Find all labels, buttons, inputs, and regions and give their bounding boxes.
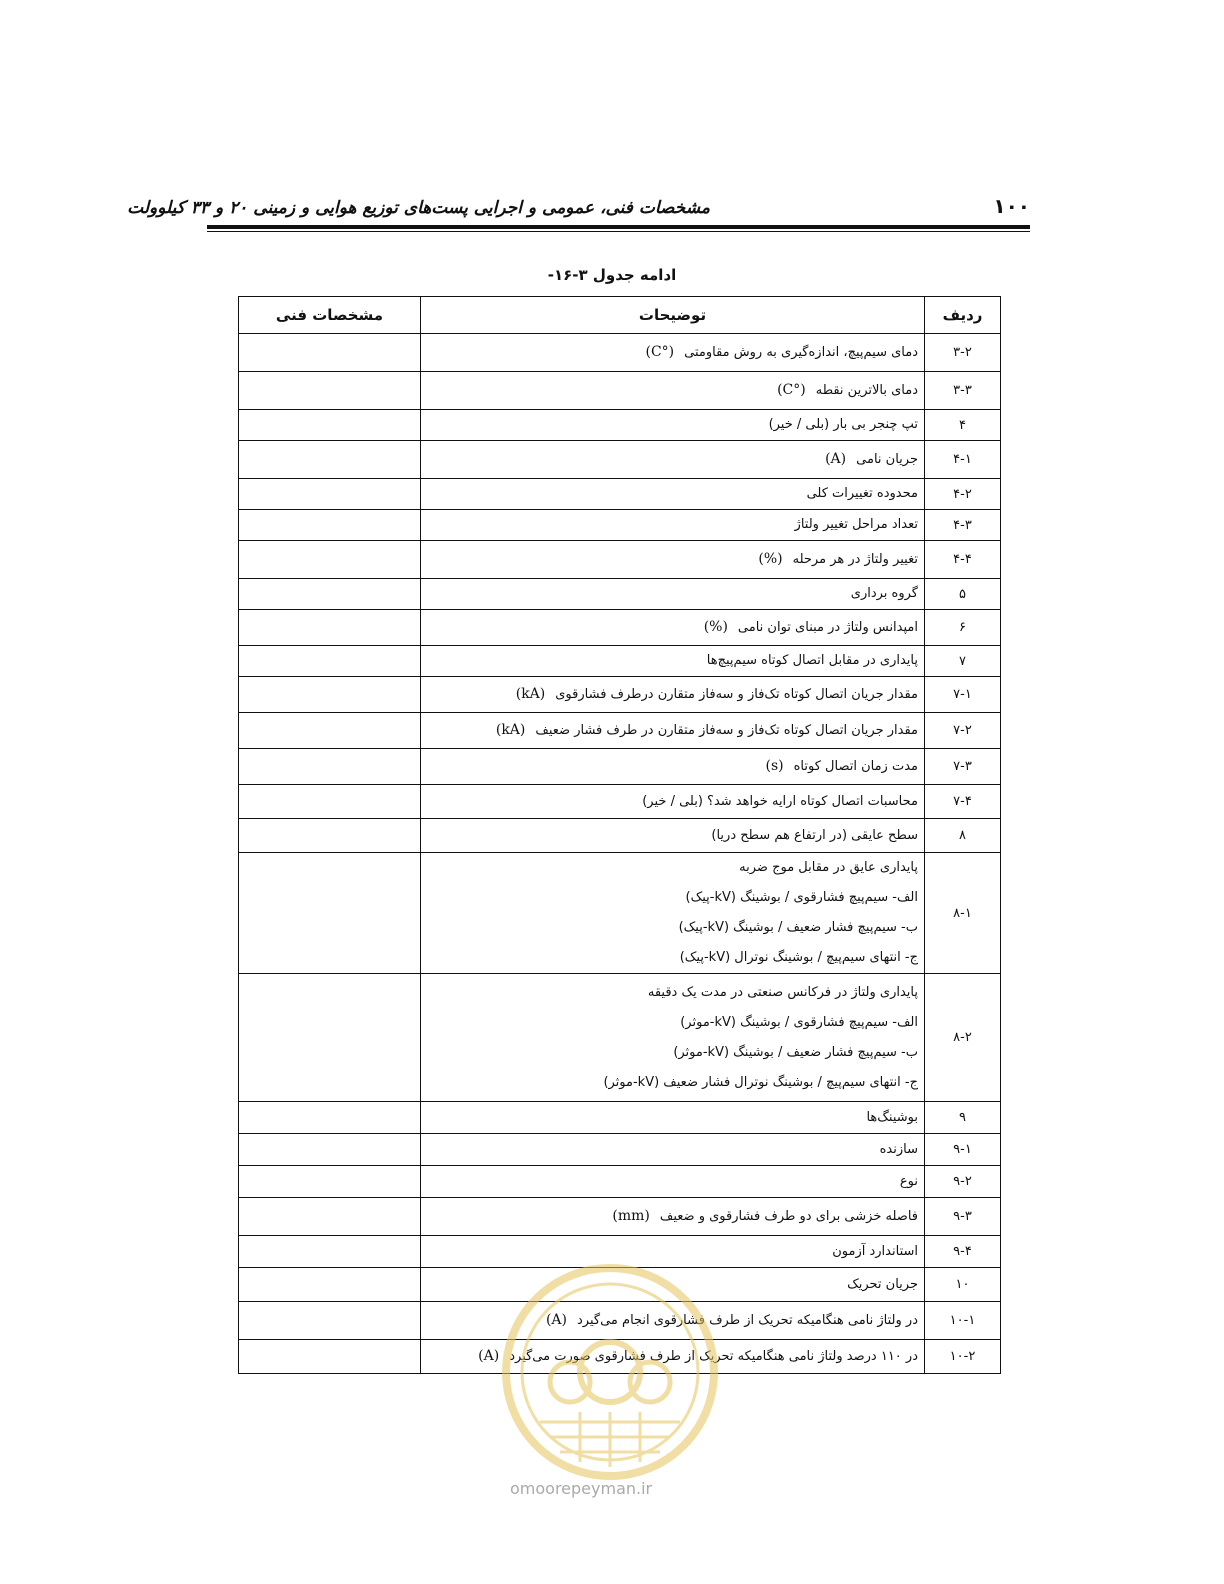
table-row	[239, 610, 1001, 646]
description-line	[427, 1201, 918, 1232]
table-row	[239, 1102, 1001, 1134]
row-description	[421, 510, 925, 541]
table-row	[239, 749, 1001, 785]
description-line	[427, 715, 918, 746]
technical-spec-cell[interactable]	[239, 410, 421, 441]
table-row	[239, 1134, 1001, 1166]
header-rule-thin	[207, 231, 1030, 232]
technical-spec-cell[interactable]	[239, 1134, 421, 1166]
unit-label: (mm)	[612, 1208, 650, 1224]
description-text: فاصله خزشی برای دو طرف فشارقوی و ضعیف	[659, 1209, 918, 1224]
row-description	[421, 819, 925, 853]
unit-label: (A)	[478, 1348, 500, 1364]
row-number: ۳-۳	[925, 372, 1001, 410]
table-row	[239, 713, 1001, 749]
header-technical-spec: مشخصات فنی	[239, 297, 421, 334]
description-line	[427, 544, 918, 575]
table-row	[239, 677, 1001, 713]
technical-spec-cell[interactable]	[239, 646, 421, 677]
row-description	[421, 441, 925, 479]
row-number: ۱۰	[925, 1268, 1001, 1302]
table-row	[239, 510, 1001, 541]
row-number: ۸	[925, 819, 1001, 853]
description-text: پایداری در مقابل اتصال کوتاه سیم‌پیچ‌ها	[706, 653, 918, 668]
header-rule-thick	[207, 225, 1030, 229]
technical-spec-cell[interactable]	[239, 1102, 421, 1134]
description-text: بوشینگ‌ها	[866, 1109, 918, 1125]
technical-spec-cell[interactable]	[239, 579, 421, 610]
description-line	[427, 978, 918, 1008]
unit-label: (kA)	[495, 722, 526, 738]
description-line	[427, 679, 918, 710]
description-line	[427, 410, 918, 440]
description-text: نوع	[899, 1173, 918, 1189]
row-number: ۳-۲	[925, 334, 1001, 372]
description-line	[427, 853, 918, 883]
description-text: ب- سیم‌پیچ فشار ضعیف / بوشینگ (kV-موثر)	[673, 1044, 918, 1060]
description-line	[427, 1008, 918, 1038]
technical-spec-cell[interactable]	[239, 441, 421, 479]
row-description	[421, 1166, 925, 1198]
description-text: پایداری ولتاژ در فرکانس صنعتی در مدت یک دقیقه	[647, 984, 918, 1000]
watermark-url: omoorepeyman.ir	[510, 1479, 653, 1498]
table-row	[239, 541, 1001, 579]
description-line	[427, 1167, 918, 1197]
technical-spec-cell[interactable]	[239, 853, 421, 974]
description-text: مقدار جریان اتصال کوتاه تک‌فاز و سه‌فاز متقارن درطرف فشارقوی	[555, 687, 918, 702]
row-number: ۹-۳	[925, 1198, 1001, 1236]
unit-label: (%)	[703, 619, 728, 635]
row-number: ۷-۳	[925, 749, 1001, 785]
row-description	[421, 646, 925, 677]
row-number: ۹-۱	[925, 1134, 1001, 1166]
table-body	[239, 334, 1001, 1374]
row-description	[421, 677, 925, 713]
row-number: ۵	[925, 579, 1001, 610]
description-line	[427, 787, 918, 817]
row-description	[421, 610, 925, 646]
table-row	[239, 441, 1001, 479]
description-line	[427, 1038, 918, 1068]
row-description	[421, 579, 925, 610]
header-description: توضیحات	[421, 297, 925, 334]
unit-label: (°C)	[777, 382, 806, 398]
description-line	[427, 883, 918, 913]
description-line	[427, 1068, 918, 1098]
description-text: در ۱۱۰ درصد ولتاژ نامی هنگامیکه تحریک از طرف فشارقوی صورت می‌گیرد	[509, 1349, 918, 1364]
row-number: ۱۰-۱	[925, 1302, 1001, 1340]
description-text: دمای بالاترین نقطه	[815, 383, 918, 398]
unit-label: (A)	[825, 451, 847, 467]
row-number: ۹	[925, 1102, 1001, 1134]
description-line	[427, 337, 918, 368]
row-description	[421, 713, 925, 749]
unit-label: (°C)	[645, 344, 675, 360]
technical-spec-cell[interactable]	[239, 749, 421, 785]
unit-label: (s)	[765, 758, 784, 774]
row-description	[421, 1134, 925, 1166]
row-description	[421, 1102, 925, 1134]
description-line	[427, 1135, 918, 1165]
table-header-row	[239, 297, 1001, 334]
technical-spec-cell[interactable]	[239, 610, 421, 646]
row-description	[421, 785, 925, 819]
header-row-number: ردیف	[925, 297, 1001, 334]
table-row	[239, 1198, 1001, 1236]
row-description	[421, 410, 925, 441]
unit-label: (%)	[758, 551, 783, 567]
description-line	[427, 612, 918, 643]
description-text: جریان تحریک	[847, 1276, 918, 1292]
table-row	[239, 819, 1001, 853]
table-row	[239, 785, 1001, 819]
row-number: ۹-۲	[925, 1166, 1001, 1198]
description-line	[427, 579, 918, 609]
description-text: الف- سیم‌پیچ فشارقوی / بوشینگ (kV-پیک)	[685, 890, 918, 905]
description-text: گروه برداری	[850, 586, 918, 601]
row-number: ۸-۱	[925, 853, 1001, 974]
row-number: ۴	[925, 410, 1001, 441]
table-row	[239, 853, 1001, 974]
watermark-logo	[500, 1262, 720, 1482]
row-number: ۴-۱	[925, 441, 1001, 479]
description-line	[427, 510, 918, 540]
description-line	[427, 375, 918, 406]
page-number: ۱۰۰	[993, 194, 1030, 218]
description-text: تپ چنجر بی بار (بلی / خیر)	[768, 417, 918, 432]
description-text: جریان نامی	[856, 452, 918, 467]
technical-spec-cell[interactable]	[239, 785, 421, 819]
description-line	[427, 444, 918, 475]
row-number: ۴-۳	[925, 510, 1001, 541]
row-number: ۹-۴	[925, 1236, 1001, 1268]
table-row	[239, 372, 1001, 410]
description-line	[427, 646, 918, 676]
technical-spec-cell[interactable]	[239, 1166, 421, 1198]
unit-label: (kA)	[515, 686, 546, 702]
row-description	[421, 541, 925, 579]
table-row	[239, 479, 1001, 510]
description-text: محدوده تغییرات کلی	[806, 486, 918, 501]
description-text: تعداد مراحل تغییر ولتاژ	[794, 517, 918, 532]
row-number: ۶	[925, 610, 1001, 646]
description-text: سازنده	[879, 1141, 918, 1157]
row-description	[421, 372, 925, 410]
row-description	[421, 749, 925, 785]
technical-spec-cell[interactable]	[239, 1340, 421, 1374]
row-number: ۷-۴	[925, 785, 1001, 819]
row-description	[421, 1198, 925, 1236]
spec-table	[238, 296, 1001, 1374]
row-number: ۱۰-۲	[925, 1340, 1001, 1374]
technical-spec-cell[interactable]	[239, 819, 421, 853]
table-row	[239, 1166, 1001, 1198]
description-text: سطح عایقی (در ارتفاع هم سطح دریا)	[711, 827, 918, 843]
description-text: ج- انتهای سیم‌پیچ / بوشینگ نوترال فشار ضعیف (kV-موثر)	[603, 1074, 918, 1090]
row-description	[421, 853, 925, 974]
technical-spec-cell[interactable]	[239, 541, 421, 579]
table-row	[239, 410, 1001, 441]
row-number: ۷-۱	[925, 677, 1001, 713]
description-text: تغییر ولتاژ در هر مرحله	[792, 552, 918, 567]
technical-spec-cell[interactable]	[239, 677, 421, 713]
description-line	[427, 913, 918, 943]
row-number: ۸-۲	[925, 974, 1001, 1102]
technical-spec-cell[interactable]	[239, 372, 421, 410]
row-description	[421, 334, 925, 372]
row-number: ۷-۲	[925, 713, 1001, 749]
technical-spec-cell[interactable]	[239, 713, 421, 749]
description-line	[427, 943, 918, 973]
description-text: در ولتاژ نامی هنگامیکه تحریک از طرف فشارقوی انجام می‌گیرد	[577, 1313, 918, 1328]
description-text: ب- سیم‌پیچ فشار ضعیف / بوشینگ (kV-پیک)	[678, 920, 918, 935]
table-row	[239, 646, 1001, 677]
row-number: ۴-۲	[925, 479, 1001, 510]
technical-spec-cell[interactable]	[239, 479, 421, 510]
row-number: ۴-۴	[925, 541, 1001, 579]
description-text: امپدانس ولتاژ در مبنای توان نامی	[737, 620, 918, 635]
table-row	[239, 974, 1001, 1102]
technical-spec-cell[interactable]	[239, 1268, 421, 1302]
row-description	[421, 479, 925, 510]
table-row	[239, 579, 1001, 610]
description-line	[427, 751, 918, 782]
description-line	[427, 1103, 918, 1133]
description-text: ج- انتهای سیم‌پیچ / بوشینگ نوترال (kV-پیک)	[679, 950, 918, 965]
description-text: محاسبات اتصال کوتاه ارایه خواهد شد؟ (بلی / خیر)	[642, 793, 918, 809]
technical-spec-cell[interactable]	[239, 1198, 421, 1236]
technical-spec-cell[interactable]	[239, 1236, 421, 1268]
row-description	[421, 974, 925, 1102]
unit-label: (A)	[545, 1312, 568, 1328]
technical-spec-cell[interactable]	[239, 974, 421, 1102]
technical-spec-cell[interactable]	[239, 1302, 421, 1340]
description-text: مدت زمان اتصال کوتاه	[793, 759, 918, 774]
row-number: ۷	[925, 646, 1001, 677]
description-line	[427, 821, 918, 851]
header-title: مشخصات فنی، عمومی و اجرایی پست‌های توزیع هوایی و زمینی ۲۰ و ۳۳ کیلوولت	[127, 198, 710, 218]
description-text: دمای سیم‌پیچ، اندازه‌گیری به روش مقاومتی	[684, 345, 918, 360]
table-caption: ادامه جدول ۳-۱۶-	[547, 266, 677, 284]
technical-spec-cell[interactable]	[239, 510, 421, 541]
description-text: پایداری عایق در مقابل موج ضربه	[739, 860, 918, 875]
technical-spec-cell[interactable]	[239, 334, 421, 372]
table-row	[239, 334, 1001, 372]
description-text: استاندارد آزمون	[832, 1243, 918, 1259]
description-line	[427, 479, 918, 509]
description-text: مقدار جریان اتصال کوتاه تک‌فاز و سه‌فاز متقارن در طرف فشار ضعیف	[535, 723, 918, 738]
description-text: الف- سیم‌پیچ فشارقوی / بوشینگ (kV-موثر)	[680, 1014, 918, 1030]
